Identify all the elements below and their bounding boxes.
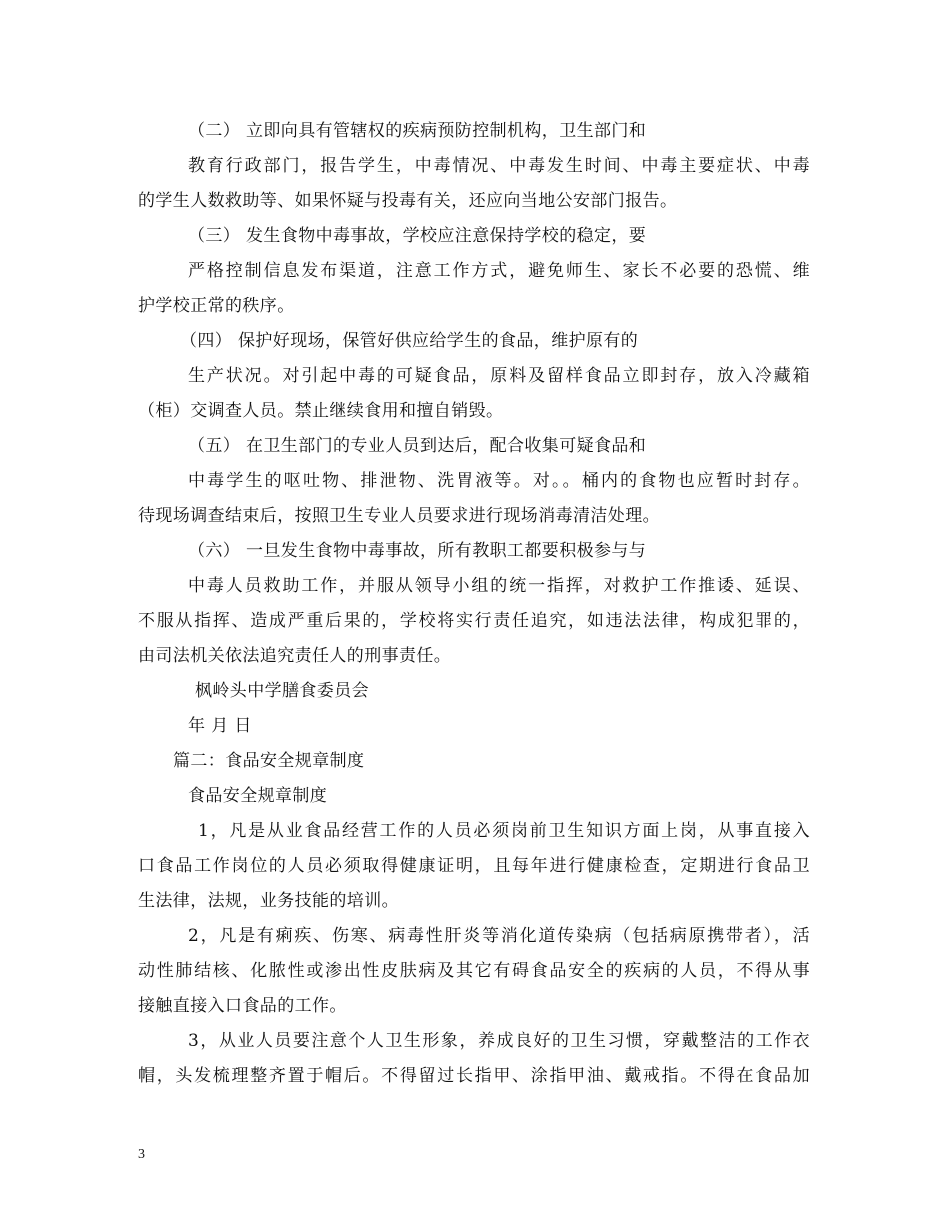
text-line: 护学校正常的秩序。 [138,296,295,316]
text-line: 由司法机关依法追究责任人的刑事责任。 [138,646,452,666]
text-line: 口食品工作岗位的人员必须取得健康证明，且每年进行健康检查，定期进行食品卫 [138,856,810,876]
section-heading: 篇二：食品安全规章制度 [173,751,365,771]
text-line: 2，凡是有痢疾、伤寒、病毒性肝炎等消化道传染病（包括病原携带者），活 [188,926,810,946]
signature-org: 枫岭头中学膳食委员会 [195,681,369,701]
text-line: （五） 在卫生部门的专业人员到达后，配合收集可疑食品和 [188,436,647,456]
text-line: （四） 保护好现场，保管好供应给学生的食品，维护原有的 [180,331,639,351]
text-line: 动性肺结核、化脓性或渗出性皮肤病及其它有碍食品安全的疾病的人员，不得从事 [138,961,810,981]
text-line: 不服从指挥、造成严重后果的，学校将实行责任追究，如违法法律，构成犯罪的， [138,611,810,631]
text-line: 中毒人员救助工作，并服从领导小组的统一指挥，对救护工作推诿、延误、 [188,576,810,596]
text-line: 3，从业人员要注意个人卫生形象，养成良好的卫生习惯，穿戴整洁的工作衣 [188,1031,810,1051]
text-line: （六） 一旦发生食物中毒事故，所有教职工都要积极参与与 [188,541,647,561]
text-line: 生法律，法规，业务技能的培训。 [138,891,399,911]
text-line: （三） 发生食物中毒事故，学校应注意保持学校的稳定，要 [188,226,647,246]
section-title: 食品安全规章制度 [188,786,328,806]
text-line: 教育行政部门，报告学生，中毒情况、中毒发生时间、中毒主要症状、中毒 [188,156,810,176]
page-number: 3 [138,1147,145,1162]
text-line: 待现场调查结束后，按照卫生专业人员要求进行现场消毒清洁处理。 [138,506,660,526]
text-line: 1，凡是从业食品经营工作的人员必须岗前卫生知识方面上岗，从事直接入 [198,821,810,841]
text-line: （柜）交调查人员。禁止继续食用和擅自销毁。 [138,401,504,421]
text-line: 的学生人数救助等、如果怀疑与投毒有关，还应向当地公安部门报告。 [138,191,678,211]
text-line: 帽，头发梳理整齐置于帽后。不得留过长指甲、涂指甲油、戴戒指。不得在食品加 [138,1066,810,1086]
text-line: 接触直接入口食品的工作。 [138,996,347,1016]
text-line: （二） 立即向具有管辖权的疾病预防控制机构，卫生部门和 [188,121,647,141]
signature-date: 年 月 日 [188,716,252,736]
text-line: 中毒学生的呕吐物、排泄物、洗胃液等。对。。桶内的食物也应暂时封存。 [188,471,810,491]
text-line: 严格控制信息发布渠道，注意工作方式，避免师生、家长不必要的恐慌、维 [188,261,810,281]
text-line: 生产状况。对引起中毒的可疑食品，原料及留样食品立即封存，放入冷藏箱 [188,366,810,386]
